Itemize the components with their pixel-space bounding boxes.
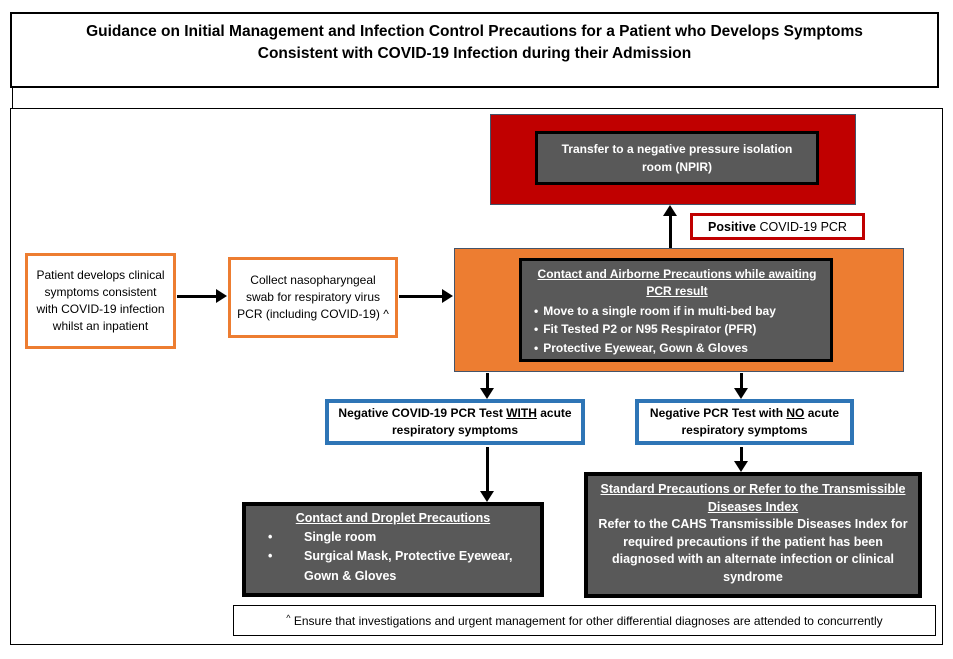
airborne-precautions-box [519, 258, 833, 362]
airborne-precautions-title: Contact and Airborne Precautions while awaiting PCR result [537, 267, 817, 298]
standard-precautions-title: Standard Precautions or Refer to the Transmissible Diseases Index [600, 482, 906, 514]
arrow-negwith-to-droplet-shaft [486, 447, 489, 492]
arrow-negno-to-standard-head [734, 461, 748, 472]
positive-pcr-rest: COVID-19 PCR [755, 219, 847, 234]
footnote-box [233, 605, 936, 636]
standard-precautions-box [584, 472, 922, 598]
list-item: • Protective Eyewear, Gown & Gloves [534, 339, 820, 358]
list-item: • Fit Tested P2 or N95 Respirator (PFR) [534, 320, 820, 339]
airborne-precautions-list [534, 302, 820, 358]
droplet-precautions-box [242, 502, 544, 597]
collect-swab-box [228, 257, 398, 338]
npir-text: Transfer to a negative pressure isolation room (NPIR) [561, 142, 793, 174]
positive-pcr-label [690, 213, 865, 240]
neg-with-post: acute respiratory symptoms [391, 406, 575, 437]
arrow-collect-to-airborne-shaft [399, 295, 443, 298]
arrow-airborne-to-negno-head [734, 388, 748, 399]
neg-with-underline: WITH [506, 406, 537, 421]
droplet-precautions-list [254, 528, 532, 586]
npir-box [535, 131, 819, 185]
negative-with-symptoms-text [335, 405, 575, 439]
droplet-precautions-title: Contact and Droplet Precautions [295, 511, 491, 525]
negative-no-symptoms-text [645, 405, 844, 439]
arrow-orange-to-npir-shaft [669, 214, 672, 248]
neg-no-pre: Negative PCR Test with [649, 406, 787, 421]
neg-no-underline: NO [786, 406, 805, 421]
collect-swab-text: Collect nasopharyngeal swab for respiratory virus PCR (including COVID-19) ^ [237, 273, 389, 321]
arrow-patient-to-collect-head [216, 289, 227, 303]
page-title: Guidance on Initial Management and Infection Control Precautions for a Patient who Develops Symptoms Consistent with COVID-19 Infection during their Admission [86, 23, 863, 63]
footnote-caret: ^ [286, 612, 291, 623]
negative-with-symptoms-box [325, 399, 585, 445]
title-box [10, 12, 939, 88]
patient-symptoms-box [25, 253, 176, 349]
list-item: • Single room [268, 528, 532, 547]
arrow-orange-to-npir-head [663, 205, 677, 216]
arrow-collect-to-airborne-head [442, 289, 453, 303]
positive-pcr-bold: Positive [708, 219, 756, 234]
list-item: • Surgical Mask, Protective Eyewear, Gown & Gloves [268, 547, 532, 586]
standard-precautions-body: Refer to the CAHS Transmissible Diseases Index for required precautions if the patient has been diagnosed with an alternate infection or clinical syndrome [598, 517, 908, 584]
patient-symptoms-text: Patient develops clinical symptoms consistent with COVID-19 infection whilst an inpatient [36, 267, 165, 334]
neg-with-pre: Negative COVID-19 PCR Test [338, 406, 507, 421]
neg-no-post: acute respiratory symptoms [681, 406, 843, 437]
arrow-patient-to-collect-shaft [177, 295, 218, 298]
footnote-text: Ensure that investigations and urgent management for other differential diagnoses are attended to concurrently [290, 613, 883, 628]
arrow-negwith-to-droplet-head [480, 491, 494, 502]
list-item: • Move to a single room if in multi-bed bay [534, 302, 820, 321]
arrow-airborne-to-negwith-head [480, 388, 494, 399]
negative-no-symptoms-box [635, 399, 854, 445]
